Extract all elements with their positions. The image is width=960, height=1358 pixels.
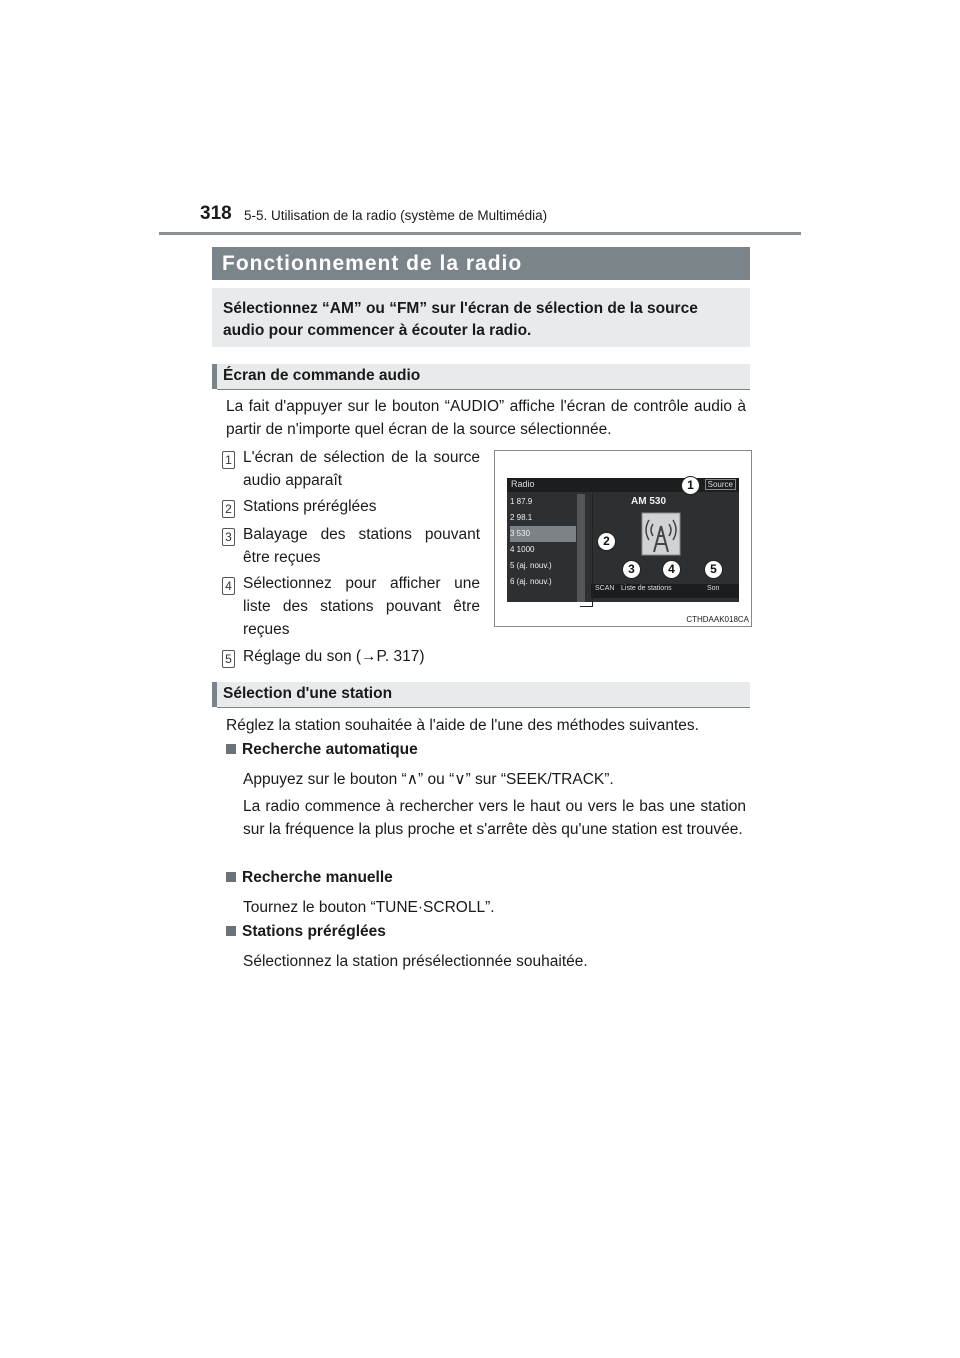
section-title-bar — [212, 247, 750, 280]
item-number-1: 1 — [222, 451, 235, 469]
section-title: Fonctionnement de la radio — [222, 252, 523, 275]
figure-caption: CTHDAAK018CA — [686, 615, 749, 624]
preset-4[interactable]: 4 1000 — [510, 545, 535, 554]
item-number-5: 5 — [222, 650, 235, 668]
radio-screen-figure — [494, 450, 752, 627]
source-button[interactable]: Source — [705, 479, 736, 490]
radio-screen — [507, 478, 739, 602]
bullet-square-icon — [226, 872, 236, 882]
subheading-audio-screen — [212, 364, 750, 389]
bullet-square-icon — [226, 744, 236, 754]
callout-5: 5 — [704, 560, 723, 579]
subheading-audio-screen-label: Écran de commande audio — [223, 367, 421, 384]
preset-3[interactable]: 3 530 — [510, 526, 576, 542]
page-number: 318 — [200, 203, 232, 224]
preset-2[interactable]: 2 98.1 — [510, 513, 533, 522]
item-text-1: L'écran de sélection de la source audio apparaît — [243, 449, 480, 489]
station-select-text: Réglez la station souhaitée à l'aide de l'une des méthodes suivantes. — [226, 717, 699, 734]
method-title-2: Recherche manuelle — [226, 869, 393, 887]
preset-1[interactable]: 1 87.9 — [510, 497, 533, 506]
antenna-icon — [641, 512, 681, 556]
audio-screen-text: La fait d'appuyer sur le bouton “AUDIO” affiche l'écran de contrôle audio à partir de n'importe quel écran de la source sélectionnée. — [226, 398, 746, 438]
method-title-1: Recherche automatique — [226, 741, 418, 759]
method-2-line-1: Tournez le bouton “TUNE·SCROLL”. — [243, 899, 495, 916]
subheading-station-select-label: Sélection d'une station — [223, 685, 393, 702]
item-number-3: 3 — [222, 528, 235, 546]
method-3-line-1: Sélectionnez la station présélectionnée souhaitée. — [243, 953, 588, 970]
item-text-3: Balayage des stations pouvant être reçues — [243, 526, 480, 566]
screen-title: Radio — [511, 479, 535, 489]
callout-4: 4 — [662, 560, 681, 579]
presets-bracket — [580, 489, 593, 607]
intro-box — [212, 288, 750, 347]
intro-text: Sélectionnez “AM” ou “FM” sur l'écran de sélection de la source audio pour commencer à écouter la radio. — [223, 300, 698, 339]
method-1-line-1: Appuyez sur le bouton “∧” ou “∨” sur “SEEK/TRACK”. — [243, 771, 614, 788]
item-text-4: Sélectionnez pour afficher une liste des stations pouvant être reçues — [243, 575, 480, 638]
item-number-2: 2 — [222, 500, 235, 518]
bullet-square-icon — [226, 926, 236, 936]
chapter-title: 5-5. Utilisation de la radio (système de Multimédia) — [244, 208, 548, 223]
subheading-station-select — [212, 682, 750, 707]
sound-button[interactable]: Son — [707, 585, 720, 592]
scan-button[interactable]: SCAN — [595, 585, 615, 592]
callout-2: 2 — [597, 532, 616, 551]
station-list-button[interactable]: Liste de stations — [621, 585, 672, 592]
item-text-2: Stations préréglées — [243, 498, 377, 515]
station-name: AM 530 — [631, 496, 667, 507]
header-rule — [159, 232, 801, 235]
item-number-4: 4 — [222, 577, 235, 595]
callout-1: 1 — [681, 476, 700, 495]
callout-3: 3 — [622, 560, 641, 579]
method-1-line-2: La radio commence à rechercher vers le haut ou vers le bas une station sur la fréquence la plus proche et s'arrête dès qu'une station est trouvée. — [243, 798, 746, 838]
method-title-3: Stations préréglées — [226, 923, 386, 941]
preset-5[interactable]: 5 (aj. nouv.) — [510, 561, 552, 570]
preset-6[interactable]: 6 (aj. nouv.) — [510, 577, 552, 586]
item-text-5: Réglage du son (→P. 317) — [243, 648, 425, 665]
